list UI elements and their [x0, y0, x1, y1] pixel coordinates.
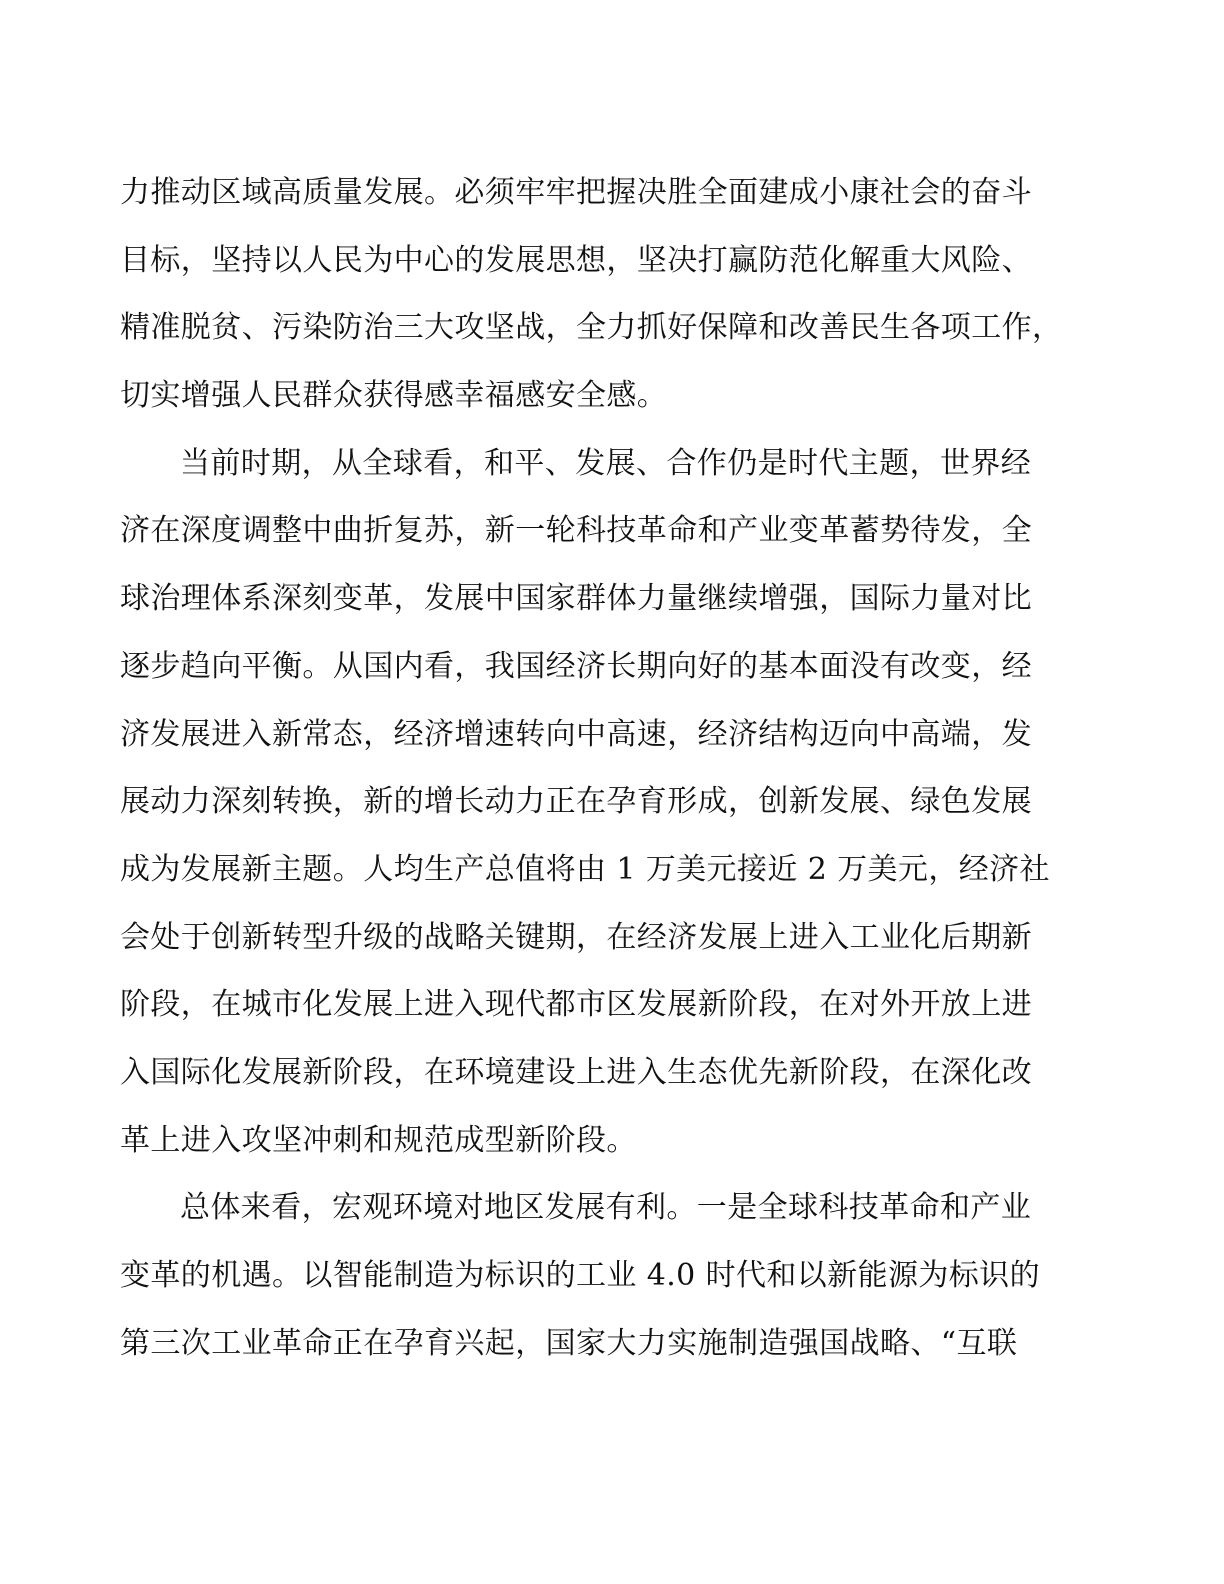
text-line: 济发展进入新常态，经济增速转向中高速，经济结构迈向中高端，发	[120, 716, 1032, 752]
body-text	[120, 163, 1110, 1381]
text-line: 革上进入攻坚冲刺和规范成型新阶段。	[120, 1122, 637, 1158]
text-line: 入国际化发展新阶段，在环境建设上进入生态优先新阶段，在深化改	[120, 1054, 1032, 1090]
text-line: 变革的机遇。以智能制造为标识的工业 4.0 时代和以新能源为标识的	[120, 1258, 1040, 1293]
text-line: 第三次工业革命正在孕育兴起，国家大力实施制造强国战略、“互联	[120, 1325, 1018, 1361]
text-line: 球治理体系深刻变革，发展中国家群体力量继续增强，国际力量对比	[120, 581, 1032, 617]
paragraph-first-line: 当前时期，从全球看，和平、发展、合作仍是时代主题，世界经	[180, 445, 1032, 481]
text-line: 会处于创新转型升级的战略关键期，在经济发展上进入工业化后期新	[120, 919, 1032, 955]
text-line: 目标，坚持以人民为中心的发展思想，坚决打赢防范化解重大风险、	[120, 242, 1032, 278]
text-line: 力推动区域高质量发展。必须牢牢把握决胜全面建成小康社会的奋斗	[120, 175, 1032, 210]
text-line: 逐步趋向平衡。从国内看，我国经济长期向好的基本面没有改变，经	[120, 648, 1032, 684]
paragraph-first-line: 总体来看，宏观环境对地区发展有利。一是全球科技革命和产业	[180, 1190, 1032, 1226]
text-line: 阶段，在城市化发展上进入现代都市区发展新阶段，在对外开放上进	[120, 987, 1032, 1023]
text-line: 切实增强人民群众获得感幸福感安全感。	[120, 378, 668, 414]
text-line: 成为发展新主题。人均生产总值将由 1 万美元接近 2 万美元，经济社	[120, 851, 1050, 887]
text-line: 精准脱贫、污染防治三大攻坚战，全力抓好保障和改善民生各项工作，	[120, 310, 1063, 346]
text-line: 展动力深刻转换，新的增长动力正在孕育形成，创新发展、绿色发展	[120, 784, 1032, 820]
text-line: 济在深度调整中曲折复苏，新一轮科技革命和产业变革蓄势待发，全	[120, 513, 1032, 549]
